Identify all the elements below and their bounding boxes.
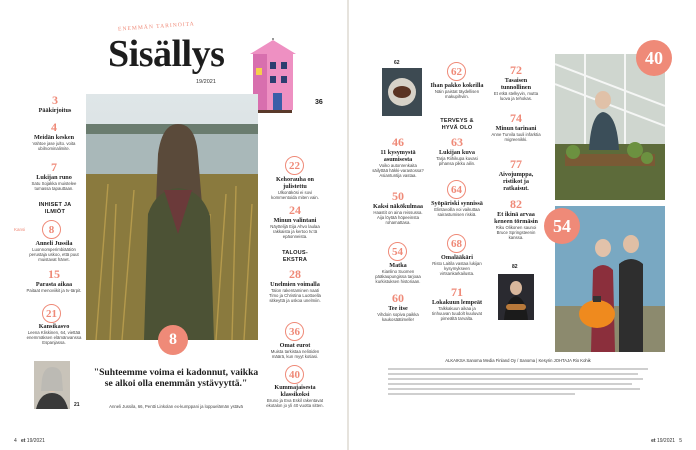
entry-title: Minun valintani	[273, 217, 317, 224]
toc-entry[interactable]	[266, 384, 324, 408]
toc-entry[interactable]	[26, 240, 82, 263]
entry-title: Omat eurot	[279, 342, 311, 349]
footer-issue: 19/2021	[656, 438, 676, 444]
toc-entry[interactable]	[26, 161, 82, 191]
entry-desc: Paitaat menoviikit ja tv-tärpit.	[26, 288, 82, 293]
entry-number: 46	[392, 135, 404, 149]
greenhouse-photo	[555, 54, 665, 200]
entry-desc: Anne Turvila tuuli infarktia migreenikki.	[491, 132, 541, 143]
entry-desc: Elintavoilla voi vaikuttaa sairastumisen riskiä.	[434, 207, 480, 218]
toc-entry[interactable]	[372, 262, 424, 285]
toc-entry[interactable]	[490, 112, 542, 142]
photo-badge: 40	[636, 40, 672, 76]
entry-desc: Bruno ja Eva Eskil rakentavat ekotalon jo yli 40 vuotta sitten.	[266, 398, 324, 409]
toc-entry[interactable]	[266, 342, 324, 359]
credits: ALKAIKSA Sanoma Media Finland Oy / Sanoma | Kesyrin JOHTAJA Rio Kohik	[445, 358, 591, 363]
entry-number-ring: 22	[285, 156, 304, 175]
entry-title: Kehorauha on julistettu	[276, 176, 314, 190]
quote-thumbnail	[34, 361, 70, 409]
entry-title: Parasta aikaa	[35, 281, 73, 288]
entry-title: Unelmien voimalla	[270, 281, 320, 288]
photo-badge: 8	[158, 325, 188, 355]
entry-title: Minun tarinani	[495, 125, 537, 132]
toc-entry[interactable]	[430, 286, 484, 322]
entry-desc: Satu Sojakka muistelee tumassa tapauttaan.	[31, 181, 77, 192]
entry-desc: Vihdoin sopiva paikka kaukosäätimelle!	[377, 312, 419, 323]
entry-title: Matka	[389, 262, 407, 269]
quote-credit: Anneli Jussila, 66, Pentti Linkolan ex-kumppani ja loppuelämän ystävä	[109, 404, 243, 409]
entry-desc: Vahtoe jase julto. voita ubilnominalimite.	[32, 141, 76, 152]
page-number: 5	[679, 438, 682, 444]
entry-number-ring: 54	[388, 242, 407, 261]
toc-entry[interactable]	[26, 323, 82, 346]
page-title: Sisällys	[108, 33, 225, 75]
entry-title: Pääkirjoitus	[38, 107, 72, 114]
entry-title: Lukijan kuva	[439, 149, 475, 156]
entry-number: 24	[289, 203, 301, 217]
entry-number-ring: 64	[447, 180, 466, 199]
entry-desc: Ulkonäkösi ei sovi kommentoida miten vain.	[271, 190, 319, 201]
entry-number: 71	[451, 285, 463, 299]
entry-title: Ihan pakko kokeilla	[430, 82, 484, 89]
entry-desc: Risto Laitila vastaa lukijan kysymykseen virtsankarkailusta.	[432, 261, 482, 277]
entry-title: Anneli Jussila	[35, 240, 73, 247]
entry-desc: Haastit on aina reissussa. Aija löytää höpeeinsta rohamattasa.	[373, 210, 423, 226]
entry-number: 4	[51, 120, 57, 134]
cover-photo	[86, 94, 258, 340]
entry-number: 72	[510, 63, 522, 77]
toc-entry[interactable]	[430, 254, 484, 277]
entry-number-ring: 40	[285, 365, 304, 384]
section-heading: TERVEYS & HYVÄ OLO	[440, 118, 474, 131]
entry-title: 11 kysymystä asumisesta	[380, 149, 416, 163]
brand-logo: et	[651, 438, 656, 444]
entry-number: 77	[510, 157, 522, 171]
toc-entry[interactable]	[490, 64, 542, 101]
entry-number-ring: 36	[285, 322, 304, 341]
header-kicker: ENEMMÄN TARINOITA	[117, 21, 195, 33]
entry-number: 82	[510, 197, 522, 211]
page-footer-right	[651, 438, 682, 444]
toc-entry[interactable]	[372, 190, 424, 226]
entry-title: Omalääkäri	[441, 254, 473, 261]
toc-entry[interactable]	[266, 268, 324, 304]
footer-issue: 19/2021	[26, 438, 45, 444]
issue-number: 19/2021	[196, 79, 216, 85]
entry-title: Kummajaisesta klassikoksi	[274, 384, 316, 398]
entry-desc: Talon rakentaminen naati Timo ja Christina Luottoella sitkeyttä ja uskoa unelmiin.	[269, 288, 321, 304]
entry-title: Meidän kesken	[33, 134, 75, 141]
entry-number: 15	[48, 267, 60, 281]
brand-logo: et	[20, 438, 26, 444]
entry-title: Kansikasvo	[38, 323, 70, 330]
thumbnail-number: 21	[74, 402, 80, 408]
entry-number-ring: 62	[447, 62, 466, 81]
pull-quote: "Suhteemme voima ei kadonnut, vaikka se alkoi olla enemmän ystävyyttä."	[93, 367, 259, 389]
fine-print	[388, 368, 648, 408]
toc-entry[interactable]	[26, 268, 82, 293]
entry-number: 74	[510, 111, 522, 125]
spine-divider	[347, 0, 349, 450]
thumbnail-number: 62	[394, 60, 400, 66]
cover-label: Kansi	[14, 227, 26, 232]
entry-title: Syöpäriski synnissä	[431, 200, 483, 207]
entry-number-ring: 68	[447, 234, 466, 253]
entry-title: Tasaisen tunnollinen	[500, 77, 532, 91]
entry-number: 60	[392, 291, 404, 305]
toc-entry[interactable]	[490, 158, 542, 192]
toc-entry[interactable]	[372, 292, 424, 322]
entry-number: 7	[51, 160, 57, 174]
entry-desc: Voiko autonrenkaita säilyttää häkki-varastossa? Asiantuntija vastaa.	[372, 163, 424, 179]
entry-desc: Tarja Riihikupa kuvasi pihansa pikku ailin.	[436, 156, 478, 167]
toc-entry[interactable]	[372, 136, 424, 179]
entry-desc: Et etkä stelkyvin, mutta luova ja tehokas.	[493, 91, 539, 102]
entry-number: 28	[289, 267, 301, 281]
page-footer-left	[14, 438, 45, 444]
musician-thumbnail	[498, 274, 534, 320]
entry-title: Et ikinä arvaa keneen törmäsin	[494, 211, 538, 225]
entry-title: Aivojumppa, ristikot ja ratkaisut.	[498, 171, 534, 192]
entry-desc: Riku Olikonen saunoi Bruce Springsteenin kanssa.	[495, 225, 537, 241]
entry-title: Lokakuun lempeät	[431, 299, 483, 306]
entry-desc: Muista tarkistaa neliöiden määrä, kun myyt kotiasi.	[270, 349, 320, 360]
toc-entry[interactable]	[430, 136, 484, 166]
caption-number: 36	[315, 99, 323, 106]
thumbnail-number: 82	[512, 264, 518, 270]
entry-number-ring: 8	[42, 220, 61, 239]
photo-badge: 54	[544, 208, 580, 244]
page-number: 4	[14, 438, 17, 444]
right-page	[348, 0, 696, 450]
entry-desc: Leena Kliskinen, 64, viettää enemmäksen elämänvanssa Espanjassa.	[26, 330, 82, 346]
entry-desc: Luonnomperimbiäätiön perustaja uskoo, että puut muistavat hänet.	[29, 247, 79, 263]
toc-entry[interactable]	[430, 82, 484, 99]
toc-entry[interactable]	[490, 198, 542, 241]
section-heading: INHISET JA ILMIÖT	[38, 202, 72, 215]
toc-entry[interactable]	[26, 121, 82, 151]
entry-desc: Kianlino Suomen pääkaupungissa tarjoaa kurkistuksen historiaan.	[375, 269, 421, 285]
toc-entry[interactable]	[430, 200, 484, 217]
food-thumbnail	[382, 68, 422, 116]
entry-title: Lukijan runo	[36, 174, 72, 181]
toc-entry[interactable]	[30, 94, 80, 114]
toc-entry[interactable]	[266, 204, 324, 240]
entry-number-ring: 21	[42, 304, 61, 323]
entry-desc: Talkkakuun aikaa ja tinhuuvan tuudolt kuuluvat pimeältä tarvalta.	[432, 306, 482, 322]
entry-number: 63	[451, 135, 463, 149]
section-heading: TALOUS-EKSTRA	[282, 250, 308, 263]
entry-number: 3	[52, 93, 58, 107]
toc-entry[interactable]	[266, 176, 324, 200]
entry-desc: Näin paistat täydellisen makupihviin.	[434, 89, 480, 100]
entry-title: Kaksi näkökulmaa	[372, 203, 424, 210]
entry-number: 50	[392, 189, 404, 203]
entry-desc: Näyttelijä Eija Ahvo laulaa rakkaista ja kertoo tv:tä epäonneista.	[270, 224, 320, 240]
entry-title: Tee itse	[388, 305, 408, 312]
